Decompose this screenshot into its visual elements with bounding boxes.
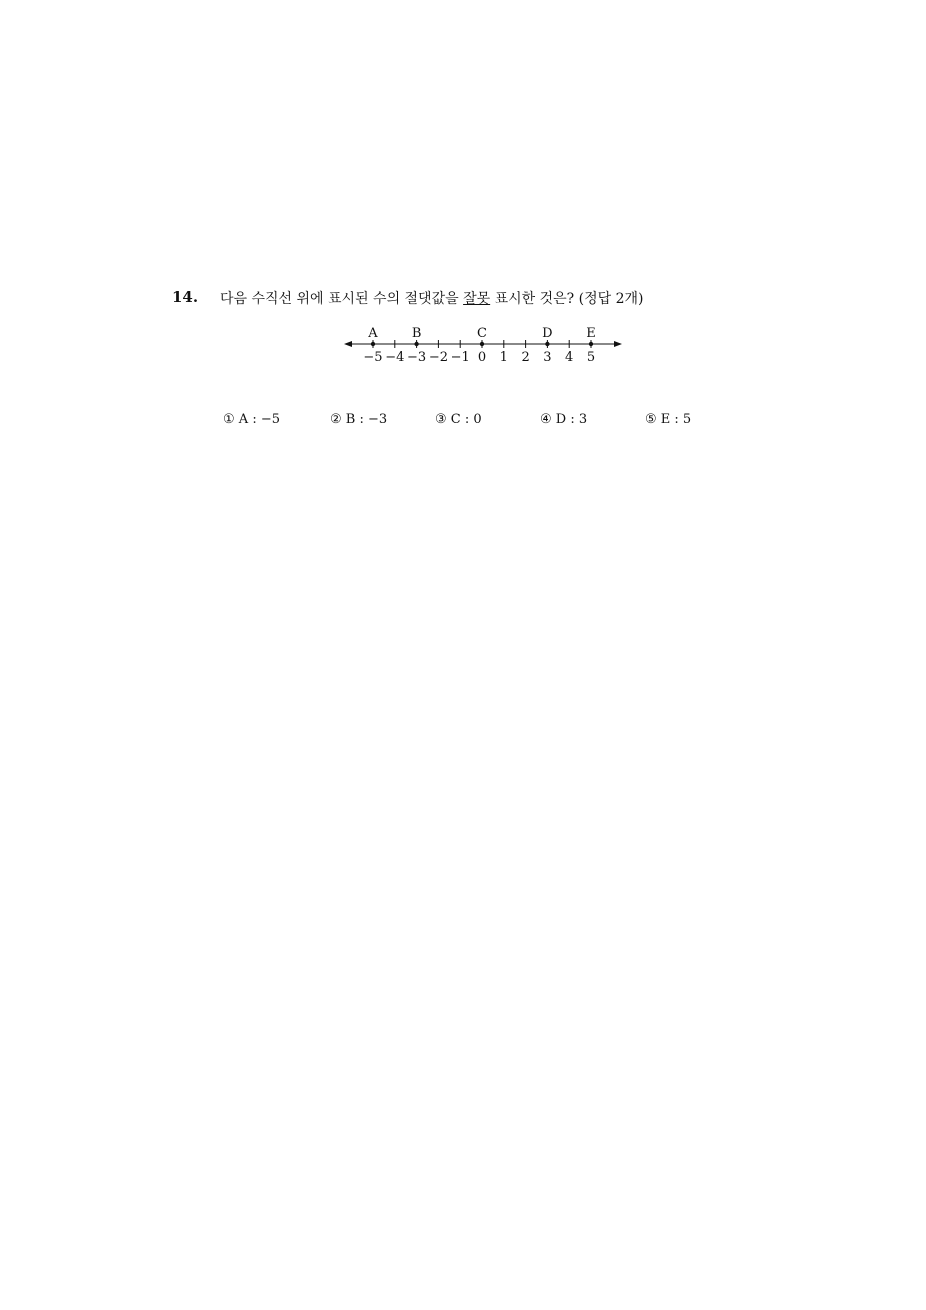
question-text-before: 다음 수직선 위에 표시된 수의 절댓값을 xyxy=(220,291,464,307)
number-line xyxy=(340,320,630,370)
tick-label: 4 xyxy=(565,350,574,365)
point-b-label: B xyxy=(411,326,422,341)
tick-label: −1 xyxy=(450,350,470,365)
point-a-dot xyxy=(371,342,375,346)
left-arrow-icon xyxy=(344,341,352,347)
point-a-label: A xyxy=(368,326,378,341)
choice-1-text: A : −5 xyxy=(238,412,280,427)
choice-1-marker: ① xyxy=(223,412,235,427)
tick-label: −5 xyxy=(363,350,383,365)
choice-5[interactable] xyxy=(645,412,691,427)
tick-label: 2 xyxy=(521,350,530,365)
choice-4[interactable] xyxy=(540,412,587,427)
choice-3-marker: ③ xyxy=(435,412,447,427)
question-text-underlined: 잘못 xyxy=(463,291,491,307)
right-arrow-icon xyxy=(614,341,622,347)
choice-4-text: D : 3 xyxy=(555,412,588,427)
choice-2-marker: ② xyxy=(330,412,342,427)
choice-2-text: B : −3 xyxy=(345,412,388,427)
choice-5-text: E : 5 xyxy=(660,412,692,427)
question-number: 14. xyxy=(172,288,199,306)
point-c-label: C xyxy=(477,326,487,341)
choice-4-marker: ④ xyxy=(540,412,552,427)
point-d-label: D xyxy=(542,326,553,341)
tick-label: 5 xyxy=(586,350,596,365)
choice-3[interactable] xyxy=(435,412,482,427)
number-line-points xyxy=(367,326,595,346)
choice-2[interactable] xyxy=(330,412,387,427)
question-text xyxy=(220,288,644,308)
tick-label: −4 xyxy=(385,350,405,365)
point-b-dot xyxy=(414,342,418,346)
point-e-dot xyxy=(589,342,593,346)
tick-label: −2 xyxy=(428,350,448,365)
tick-label: −3 xyxy=(407,350,427,365)
question-text-after: 표시한 것은? (정답 2개) xyxy=(490,291,644,307)
choice-3-text: C : 0 xyxy=(450,412,482,427)
point-d-dot xyxy=(545,342,549,346)
tick-label: 0 xyxy=(477,350,487,365)
choice-5-marker: ⑤ xyxy=(645,412,657,427)
tick-label: 3 xyxy=(543,350,552,365)
point-e-label: E xyxy=(586,326,596,341)
tick-label: 1 xyxy=(499,350,508,365)
point-c-dot xyxy=(480,342,484,346)
choice-1[interactable] xyxy=(223,412,280,427)
